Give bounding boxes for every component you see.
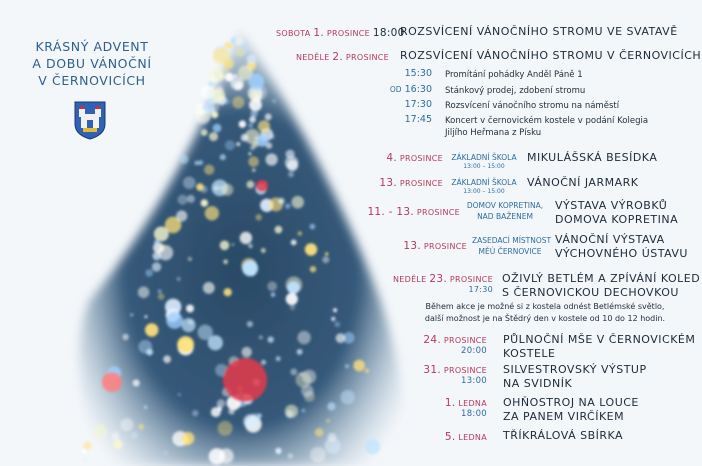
bokeh-light [234, 74, 237, 77]
bokeh-light [158, 289, 162, 293]
bokeh-light [327, 402, 335, 410]
bokeh-light [249, 116, 256, 123]
event-2-item-2-time: OD 16:30 [389, 84, 432, 95]
bokeh-light [240, 232, 252, 244]
bokeh-light [188, 257, 192, 261]
bokeh-light [178, 393, 181, 396]
bokeh-light [187, 195, 195, 203]
bokeh-light [247, 321, 253, 327]
bokeh-light [83, 458, 86, 461]
event-7-title: OŽIVLÝ BETLÉM A ZPÍVÁNÍ KOLED S ČERNOVICKOU DECHOVKOU [502, 272, 701, 299]
bokeh-light [154, 240, 159, 245]
event-2-title: ROZSVÍCENÍ VÁNOČNÍHO STROMU V ČERNOVICÍCH [400, 49, 702, 62]
bokeh-light [353, 360, 365, 372]
red-ornament [102, 372, 122, 392]
bokeh-light [315, 428, 324, 437]
bokeh-light [275, 226, 283, 234]
event-5-title: VÝSTAVA VÝROBKŮ DOMOVA KOPRETINA [555, 199, 679, 226]
event-8-date: 24. PROSINCE 20:00 [423, 334, 487, 356]
event-2-item-4-text: Koncert v černovickém kostele v podání Kolegia Jiljího Heřmana z Písku [445, 116, 649, 138]
bokeh-light [211, 111, 218, 118]
bokeh-light [248, 123, 253, 128]
bokeh-light [248, 152, 251, 155]
bokeh-light [164, 451, 168, 455]
bokeh-light [181, 318, 195, 332]
bokeh-light [310, 224, 316, 230]
bokeh-light [247, 181, 255, 189]
bokeh-light [242, 347, 252, 357]
event-2-item-1-time: 15:30 [404, 68, 432, 79]
bokeh-light [183, 177, 196, 190]
bokeh-light [297, 331, 310, 344]
bokeh-light [152, 262, 161, 271]
bokeh-light [83, 441, 92, 450]
bokeh-light [192, 410, 198, 416]
bokeh-light [182, 432, 195, 445]
event-8-title: PŮLNOČNÍ MŠE V ČERNOVICKÉM KOSTELE [503, 333, 696, 360]
red-ornament [256, 180, 268, 192]
bokeh-light [209, 132, 218, 141]
event-3-place: ZÁKLADNÍ ŠKOLA 13:00 – 15:00 [451, 153, 517, 170]
title-line-3: V ČERNOVICÍCH [38, 73, 146, 88]
bokeh-light [138, 340, 152, 354]
bokeh-light [252, 168, 256, 172]
bokeh-light [310, 447, 326, 463]
bokeh-light [111, 432, 119, 440]
bokeh-light [285, 203, 290, 208]
event-10-date: 1. LEDNA 18:00 [444, 397, 487, 419]
event-4-title: VÁNOČNÍ JARMARK [527, 176, 639, 189]
bokeh-light [288, 453, 293, 458]
bokeh-light [252, 142, 258, 148]
bokeh-light [201, 199, 208, 206]
event-2-item-4-time: 17:45 [404, 114, 432, 125]
event-11-title: TŘÍKRÁLOVÁ SBÍRKA [503, 429, 624, 442]
bokeh-light [268, 336, 274, 342]
bokeh-light [251, 110, 258, 117]
red-ornament [223, 358, 267, 402]
bokeh-light [298, 231, 302, 235]
bokeh-light [196, 183, 204, 191]
bokeh-light [341, 390, 355, 404]
bokeh-light [291, 196, 304, 209]
bokeh-light [213, 47, 230, 64]
bokeh-light [208, 67, 223, 82]
bokeh-light [296, 372, 312, 388]
bokeh-light [242, 260, 258, 276]
bokeh-light [122, 334, 128, 340]
bokeh-light [153, 252, 161, 260]
bokeh-light [243, 414, 258, 429]
bokeh-light [224, 288, 232, 296]
bokeh-light [218, 421, 233, 436]
bokeh-light [290, 369, 297, 376]
event-6-date: 13. PROSINCE [403, 240, 467, 252]
event-7-note: Během akce je možné si z kostela odnést Betlémské světlo, další možnost je na Štědrý den v kostele od 10 do 12 hodin. [424, 302, 666, 323]
bokeh-light [131, 432, 138, 439]
title-line-2: A DOBU VÁNOČNÍ [32, 56, 152, 71]
bokeh-light [286, 293, 298, 305]
bokeh-light [120, 418, 133, 431]
bokeh-light [261, 248, 266, 253]
bokeh-light [217, 399, 225, 407]
bokeh-light [235, 37, 243, 45]
bokeh-light [93, 424, 108, 439]
bokeh-light [145, 269, 153, 277]
bokeh-light [271, 292, 276, 297]
bokeh-light [266, 153, 278, 165]
bokeh-light [144, 315, 147, 318]
bokeh-light [204, 165, 214, 175]
bokeh-light [310, 266, 316, 272]
event-4-place: ZÁKLADNÍ ŠKOLA 13:00 – 15:00 [451, 178, 517, 195]
bokeh-light [138, 287, 150, 299]
bokeh-light [334, 322, 340, 328]
bokeh-light [232, 96, 244, 108]
bokeh-light [365, 439, 380, 454]
bokeh-light [276, 356, 281, 361]
bokeh-light [154, 227, 169, 242]
bokeh-light [225, 140, 235, 150]
bokeh-light [259, 335, 263, 339]
event-2-item-3-text: Rozsvícení vánočního stromu na náměstí [445, 101, 620, 111]
bokeh-light [265, 113, 272, 120]
event-6-title: VÁNOČNÍ VÝSTAVA VÝCHOVNÉHO ÚSTAVU [555, 233, 688, 260]
bokeh-light [220, 154, 226, 160]
bokeh-light [177, 277, 181, 281]
event-2-item-3-time: 17:30 [404, 99, 432, 110]
bokeh-light [158, 293, 165, 300]
bokeh-light [272, 99, 276, 103]
bokeh-light [177, 336, 194, 353]
bokeh-light [163, 355, 171, 363]
bokeh-light [291, 240, 297, 246]
bokeh-light [333, 308, 337, 312]
bokeh-light [300, 373, 304, 377]
town-crest-icon [73, 100, 107, 140]
bokeh-light [365, 368, 370, 373]
bokeh-light [201, 129, 208, 136]
bokeh-light [285, 405, 298, 418]
event-9-date: 31. PROSINCE 13:00 [423, 364, 487, 386]
bokeh-light [275, 448, 281, 454]
event-2-item-2-text: Stánkový prodej, zdobení stromu [445, 86, 586, 96]
bokeh-light [178, 195, 188, 205]
bokeh-light [290, 305, 295, 310]
event-4-date: 13. PROSINCE [379, 177, 443, 189]
bokeh-light [220, 241, 230, 251]
event-3-date: 4. PROSINCE [386, 152, 443, 164]
bokeh-light [239, 120, 246, 127]
bokeh-light [331, 317, 335, 321]
bokeh-light [261, 360, 266, 365]
bokeh-light [336, 333, 346, 343]
bokeh-light [205, 206, 219, 220]
bokeh-light [198, 325, 213, 340]
bokeh-light [223, 260, 228, 265]
bokeh-light [247, 55, 257, 65]
bokeh-light [326, 419, 330, 423]
bokeh-light [254, 95, 262, 103]
bokeh-light [325, 252, 328, 255]
event-11-date: 5. LEDNA [444, 431, 487, 443]
bokeh-light [325, 438, 341, 454]
bokeh-light [236, 142, 240, 146]
bokeh-light [213, 124, 222, 133]
bokeh-light [322, 256, 329, 263]
event-3-title: MIKULÁŠSKÁ BESÍDKA [527, 151, 658, 164]
event-6-place: ZASEDACÍ MÍSTNOST MĚÚ ČERNOVICE [472, 236, 552, 256]
bokeh-light [209, 448, 225, 464]
bokeh-light [203, 282, 215, 294]
bokeh-light [287, 281, 300, 294]
event-9-title: SILVESTROVSKÝ VÝSTUP NA SVIDNÍK [503, 363, 647, 390]
bokeh-light [145, 323, 158, 336]
event-1-title: ROZSVÍCENÍ VÁNOČNÍHO STROMU VE SVATAVĚ [400, 25, 678, 38]
bokeh-light [113, 439, 123, 449]
poster-title [22, 38, 162, 89]
bokeh-light [305, 243, 317, 255]
bokeh-light [211, 89, 225, 103]
bokeh-light [198, 160, 203, 165]
event-2-item-1-text: Promítání pohádky Anděl Páně 1 [445, 70, 583, 80]
event-5-place: DOMOV KOPRETINA, NAD BAŽENEM [466, 201, 544, 221]
bokeh-light [186, 305, 194, 313]
title-line-1: KRÁSNÝ ADVENT [35, 39, 149, 54]
bokeh-light [166, 312, 183, 329]
bokeh-light [231, 243, 234, 246]
bokeh-light [302, 409, 306, 413]
bokeh-light [258, 120, 270, 132]
bokeh-light [176, 210, 187, 221]
bokeh-light [144, 406, 147, 409]
event-1-date: SOBOTA 1. PROSINCE 18:00 [276, 27, 405, 39]
bokeh-light [235, 48, 244, 57]
bokeh-light [255, 214, 262, 221]
bokeh-light [248, 156, 259, 167]
event-2-date: NEDĚLE 2. PROSINCE [296, 51, 390, 63]
bokeh-light [195, 109, 210, 124]
bokeh-light [345, 364, 349, 368]
bokeh-light [297, 349, 303, 355]
bokeh-light [130, 313, 133, 316]
bokeh-light [267, 281, 277, 291]
event-7-date: NEDĚLE 23. PROSINCE 17:30 [392, 273, 493, 294]
bokeh-light [223, 67, 228, 72]
bokeh-light [139, 424, 145, 430]
bokeh-light [248, 74, 264, 90]
bokeh-light [208, 81, 213, 86]
bokeh-light [221, 184, 233, 196]
bokeh-light [248, 244, 253, 249]
event-5-date: 11. - 13. PROSINCE [367, 206, 460, 218]
event-10-title: OHŇOSTROJ NA LOUCE ZA PANEM VIRČÍKEM [503, 396, 639, 423]
bokeh-light [278, 198, 285, 205]
bokeh-light [288, 171, 294, 177]
bokeh-light [286, 150, 295, 159]
bokeh-light [133, 379, 140, 386]
bokeh-light [179, 155, 188, 164]
